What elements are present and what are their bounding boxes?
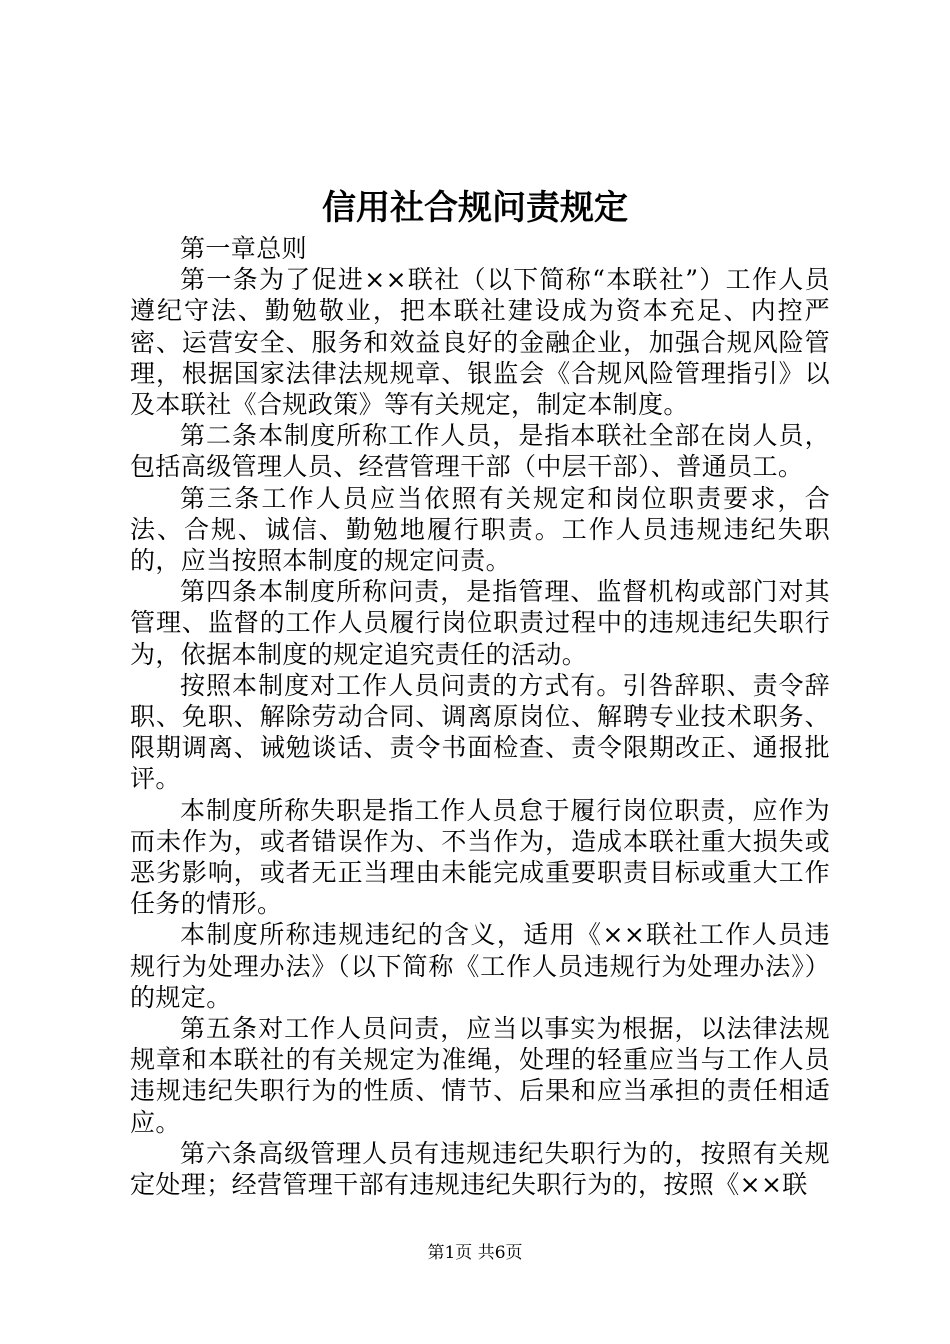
- chapter-heading: 第一章总则: [180, 234, 308, 263]
- page-number-footer: 第1页 共6页: [427, 1243, 523, 1263]
- article-1-paragraph: 第一条为了促进××联社（以下简称“本联社”）工作人员遵纪守法、勤勉敬业，把本联社建设成为资本充足、内控严密、运营安全、服务和效益良好的金融企业，加强合规风险管理，根据国家法律法规规章、银监会《合规风险管理指引》以及本联社《合规政策》等有关规定，制定本制度。: [130, 265, 830, 420]
- article-4-paragraph: 第四条本制度所称问责，是指管理、监督机构或部门对其管理、监督的工作人员履行岗位职责过程中的违规违纪失职行为，依据本制度的规定追究责任的活动。: [130, 577, 830, 669]
- article-3-paragraph: 第三条工作人员应当依照有关规定和岗位职责要求，合法、合规、诚信、勤勉地履行职责。工作人员违规违纪失职的，应当按照本制度的规定问责。: [130, 483, 830, 576]
- article-5-paragraph: 第五条对工作人员问责，应当以事实为根据，以法律法规规章和本联社的有关规定为准绳，处理的轻重应当与工作人员违规违纪失职行为的性质、情节、后果和应当承担的责任相适应。: [130, 1014, 830, 1137]
- article-6-paragraph: 第六条高级管理人员有违规违纪失职行为的，按照有关规定处理；经营管理干部有违规违纪失职行为的，按照《××联: [130, 1138, 830, 1200]
- dereliction-definition-paragraph: 本制度所称失职是指工作人员怠于履行岗位职责，应作为而未作为，或者错误作为、不当作为，造成本联社重大损失或恶劣影响，或者无正当理由未能完成重要职责目标或重大工作任务的情形。: [130, 795, 830, 919]
- document-title: 信用社合规问责规定: [322, 188, 628, 228]
- article-2-paragraph: 第二条本制度所称工作人员，是指本联社全部在岗人员，包括高级管理人员、经营管理干部（中层干部）、普通员工。: [130, 421, 830, 482]
- document-body: [130, 233, 830, 1200]
- violation-definition-paragraph: 本制度所称违规违纪的含义，适用《××联社工作人员违规行为处理办法》（以下简称《工作人员违规行为处理办法》）的规定。: [130, 920, 830, 1012]
- accountability-methods-paragraph: 按照本制度对工作人员问责的方式有。引咎辞职、责令辞职、免职、解除劳动合同、调离原岗位、解聘专业技术职务、限期调离、诫勉谈话、责令书面检查、责令限期改正、通报批评。: [130, 670, 830, 794]
